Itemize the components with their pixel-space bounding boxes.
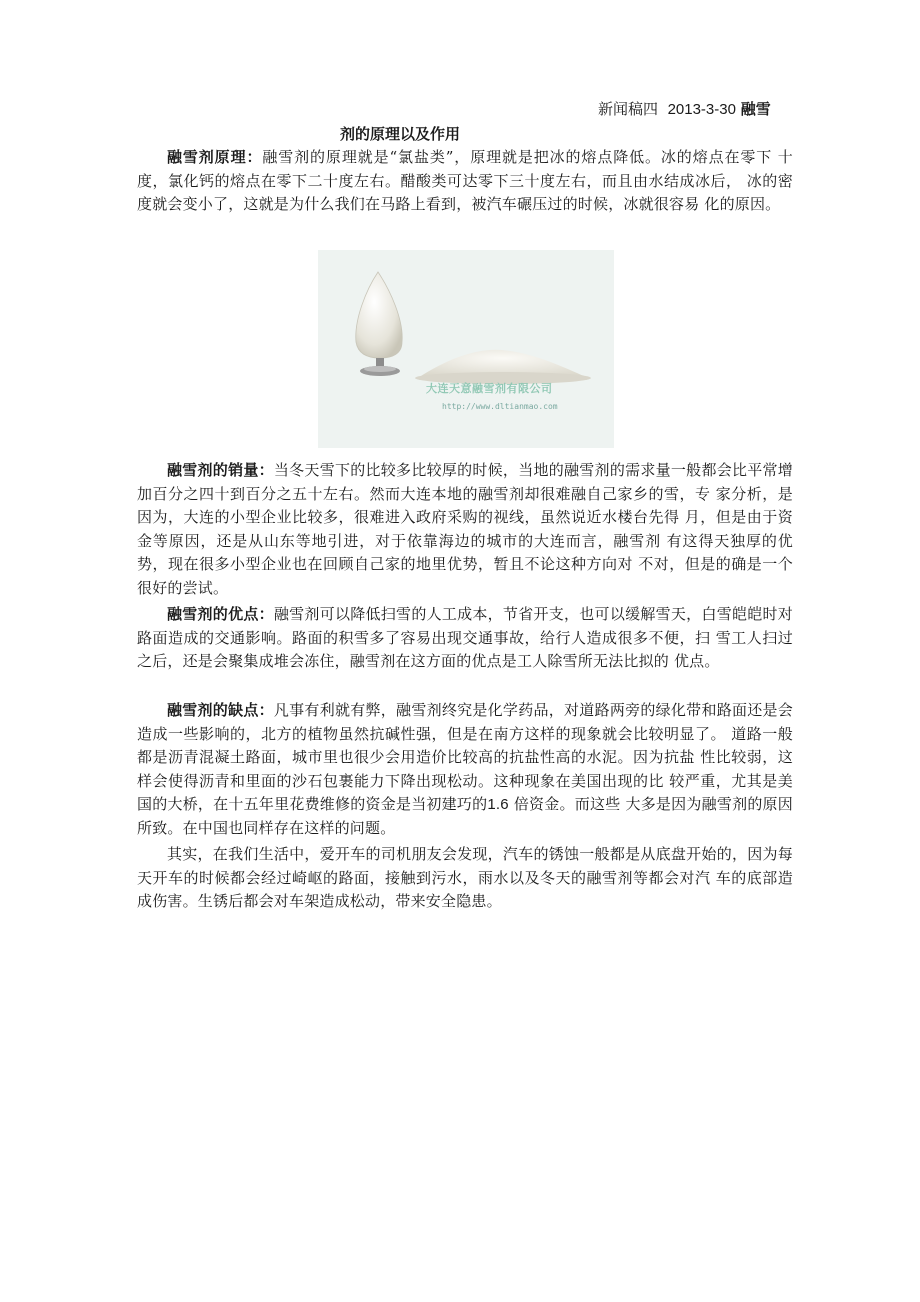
paragraph-disadvantages	[137, 699, 793, 840]
paragraph-label: 融雪剂的销量：	[167, 461, 274, 479]
header-line	[598, 99, 771, 120]
paragraph-label: 融雪剂原理：	[167, 148, 263, 166]
paragraph-number: 1.6	[487, 796, 509, 813]
paragraph-conclusion	[137, 843, 793, 914]
paragraph-text-b: 倍资金。而这些 大多是因为融雪剂的原因所致。在中国也同样存在这样的问题。	[137, 795, 793, 837]
title-continuation: 剂的原理以及作用	[340, 125, 461, 143]
paragraph-advantages	[137, 603, 793, 674]
paragraph-text: 其实，在我们生活中，爱开车的司机朋友会发现，汽车的锈蚀一般都是从底盘开始的，因为每天开车的时候都会经过崎岖的路面，接触到污水，雨水以及冬天的融雪剂等都会对汽 车的底部造成伤害。生锈后都会对车架造成松动，带来安全隐患。	[137, 845, 793, 910]
title-start: 融雪	[740, 100, 771, 118]
header-date: 2013-3-30	[667, 101, 736, 118]
paragraph-text: 融雪剂的原理就是“氯盐类”，原理就是把冰的熔点降低。冰的熔点在零下 十度，氯化钙的熔点在零下二十度左右。醋酸类可达零下三十度左右，而且由水结成冰后， 冰的密度就会变小了，这就是为什么我们在马路上看到，被汽车碾压过的时候，冰就很容易 化的原因。	[137, 148, 794, 213]
snow-melting-agent-photo	[318, 250, 614, 448]
paragraph-text: 当冬天雪下的比较多比较厚的时候，当地的融雪剂的需求量一般都会比平常增加百分之四十到百分之五十左右。然而大连本地的融雪剂却很难融自己家乡的雪，专 家分析，是因为，大连的小型企业比较多，很难进入政府采购的视线，虽然说近水楼台先得 月，但是由于资金等原因，还是从山东等地引进，对于依靠海边的城市的大连而言，融雪剂 有这得天独厚的优势，现在很多小型企业也在回顾自己家的地里优势，暂且不论这种方向对 不对，但是的确是一个很好的尝试。	[137, 461, 793, 597]
paragraph-principle	[137, 146, 793, 217]
watermark-company: 大连天意融雪剂有限公司	[426, 382, 553, 395]
paragraph-label: 融雪剂的缺点：	[167, 701, 274, 719]
header-prefix: 新闻稿四	[598, 100, 659, 118]
paragraph-sales	[137, 459, 793, 600]
paragraph-text: 融雪剂可以降低扫雪的人工成本，节省开支，也可以缓解雪天，白雪皑皑时对路面造成的交通影响。路面的积雪多了容易出现交通事故，给行人造成很多不便，扫 雪工人扫过之后，还是会聚集成堆会冻住，融雪剂在这方面的优点是工人除雪所无法比拟的 优点。	[137, 605, 793, 670]
paragraph-text-a: 凡事有利就有弊，融雪剂终究是化学药品，对道路两旁的绿化带和路面还是会造成一些影响的，北方的植物虽然抗碱性强，但是在南方这样的现象就会比较明显了。 道路一般都是沥青混凝土路面，城市里也很少会用造价比较高的抗盐性高的水泥。因为抗盐 性比较弱，这样会使得沥青和里面的沙石包裹能力下降出现松动。这种现象在美国出现的比 较严重，尤其是美国的大桥，在十五年里花费维修的资金是当初建巧的	[137, 701, 793, 813]
product-image	[318, 250, 614, 448]
watermark-url: http://www.dltianmao.com	[442, 402, 558, 411]
paragraph-label: 融雪剂的优点：	[167, 605, 274, 623]
